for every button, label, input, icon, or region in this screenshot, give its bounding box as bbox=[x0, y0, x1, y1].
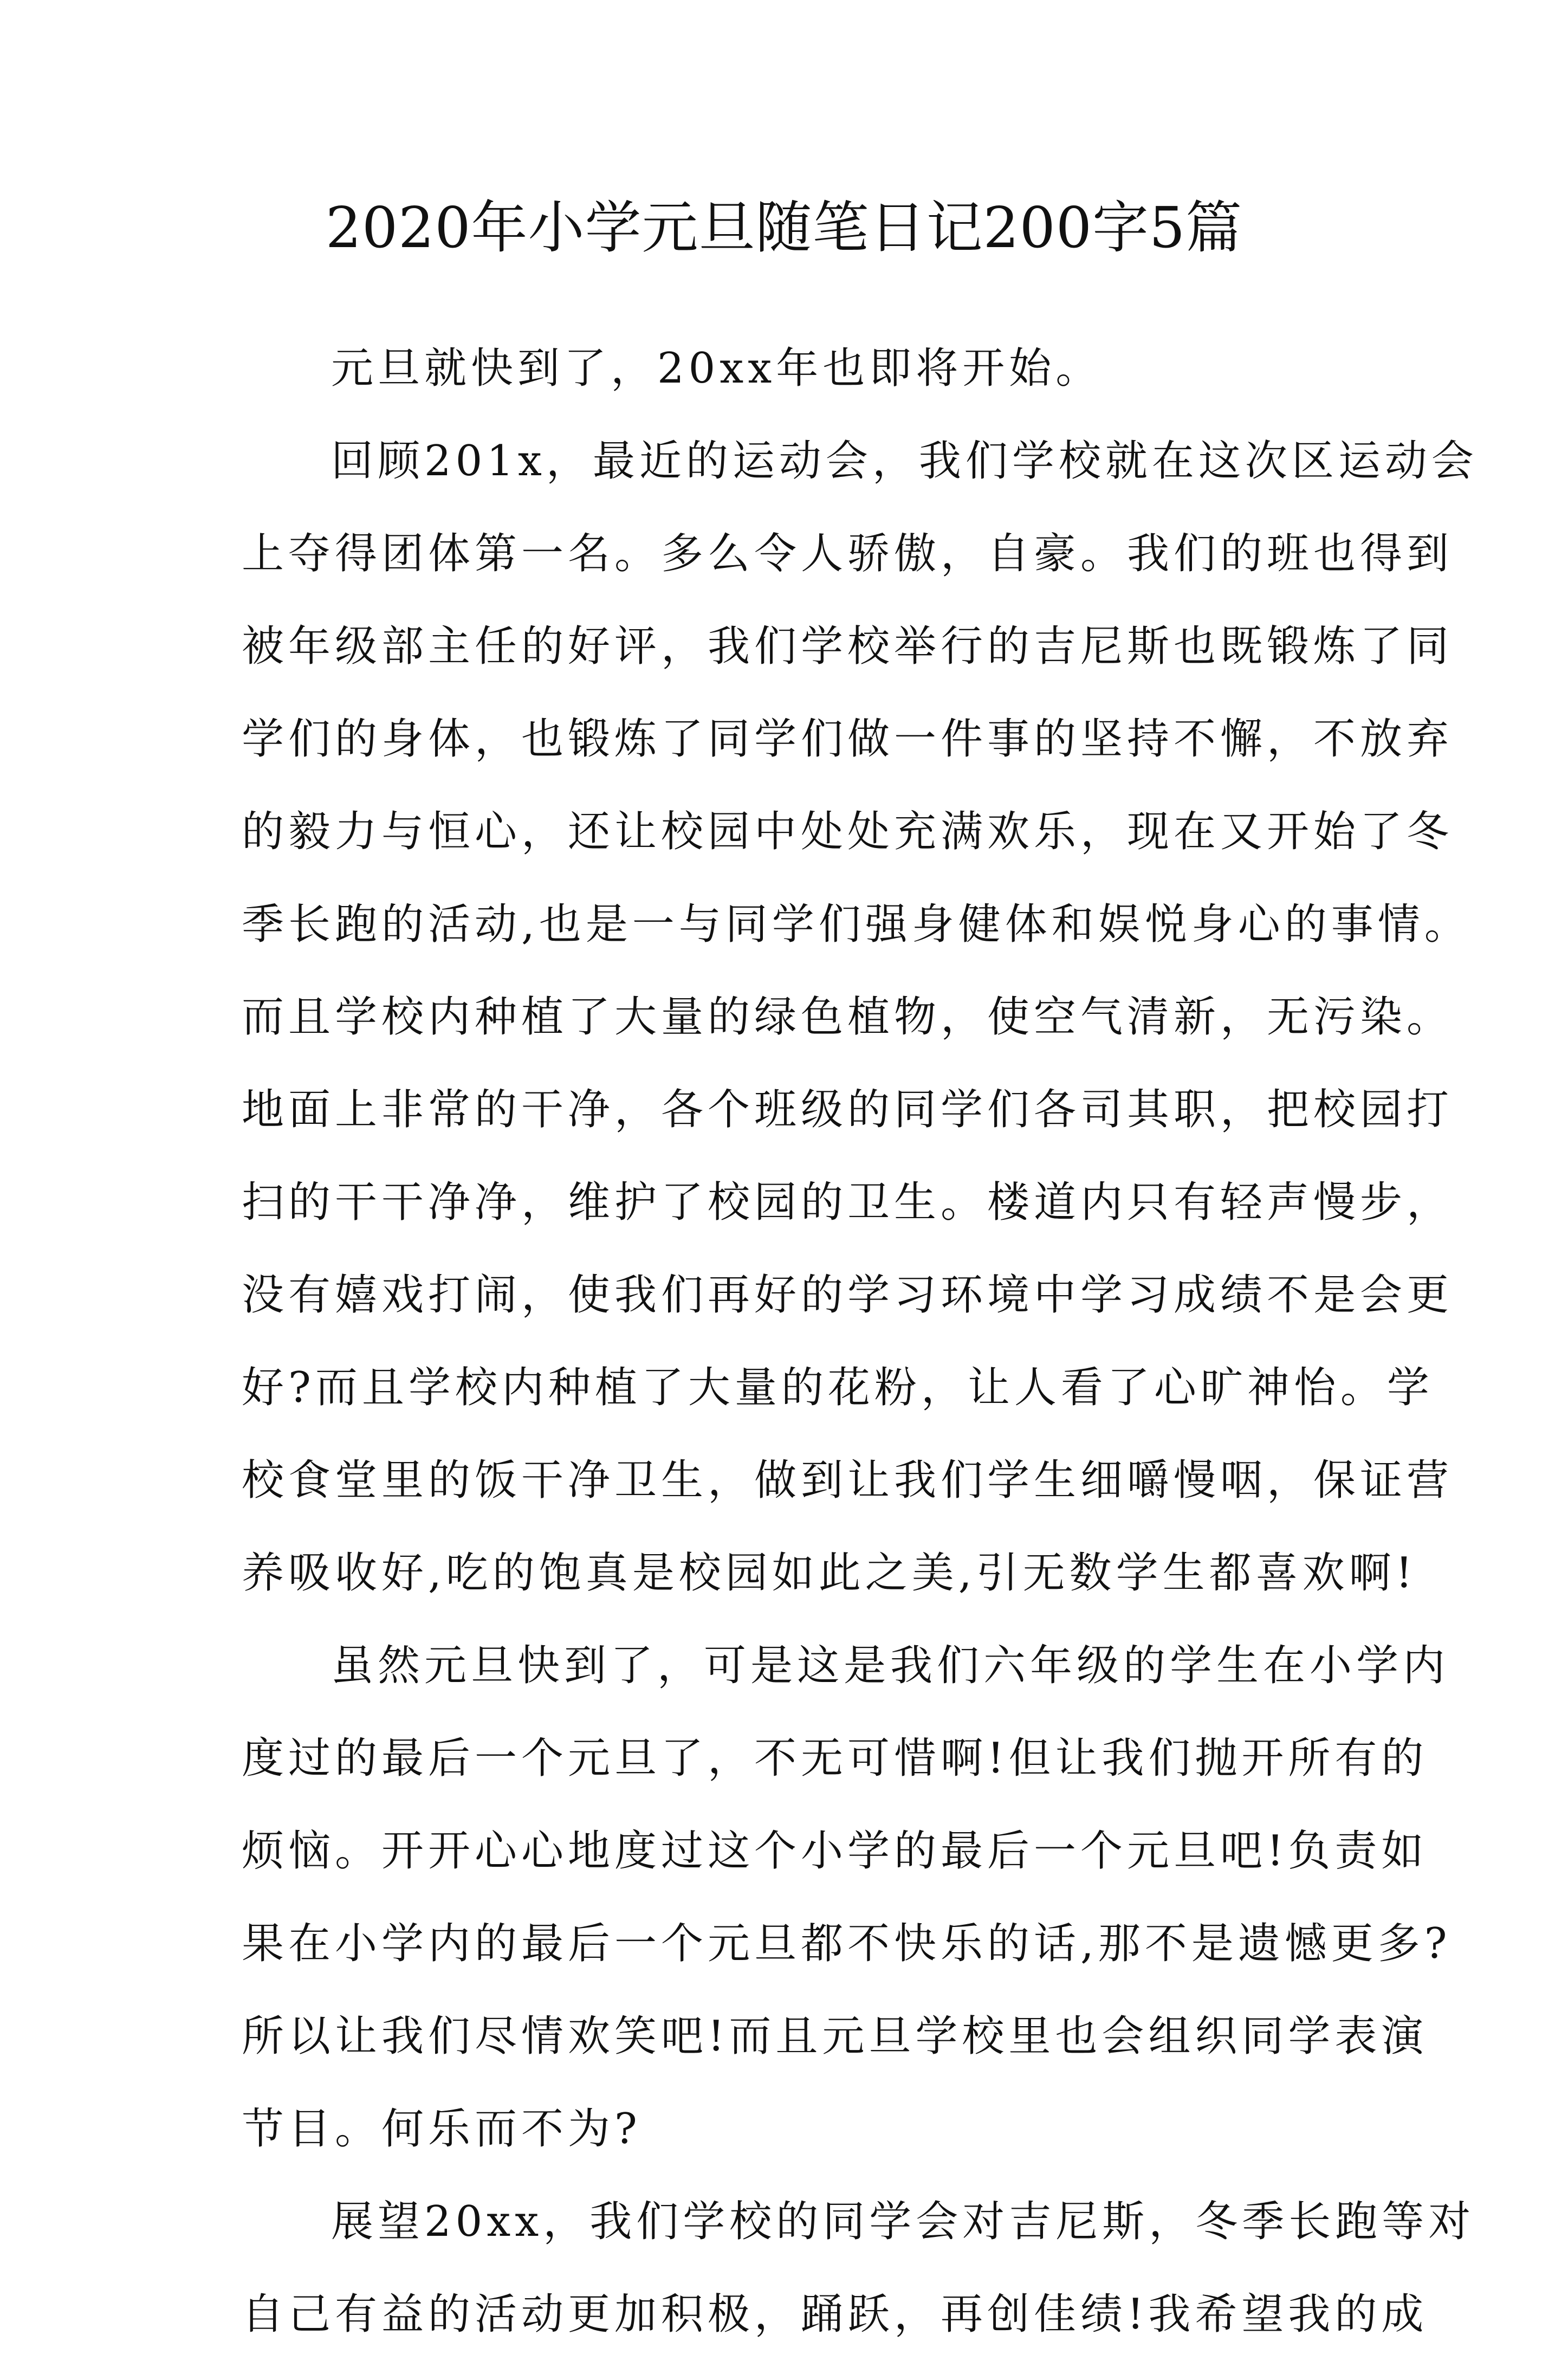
paragraph-line: 扫的干干净净，维护了校园的卫生。楼道内只有轻声慢步， bbox=[242, 1178, 1454, 1227]
paragraph-line: 元旦就快到了，20xx年也即将开始。 bbox=[331, 344, 1103, 393]
paragraph-line: 被年级部主任的好评，我们学校举行的吉尼斯也既锻炼了同 bbox=[242, 622, 1454, 671]
paragraph-line: 的毅力与恒心，还让校园中处处充满欢乐，现在又开始了冬 bbox=[242, 807, 1454, 856]
paragraph-line: 地面上非常的干净，各个班级的同学们各司其职，把校园打 bbox=[242, 1085, 1454, 1134]
document-title: 2020年小学元旦随笔日记200字5篇 bbox=[325, 195, 1243, 261]
paragraph-line: 校食堂里的饭干净卫生，做到让我们学生细嚼慢咽，保证营 bbox=[242, 1456, 1454, 1505]
paragraph-line: 度过的最后一个元旦了，不无可惜啊!但让我们抛开所有的 bbox=[242, 1734, 1428, 1783]
paragraph-line: 上夺得团体第一名。多么令人骄傲，自豪。我们的班也得到 bbox=[242, 529, 1454, 578]
paragraph-line: 养吸收好,吃的饱真是校园如此之美,引无数学生都喜欢啊! bbox=[242, 1549, 1417, 1597]
paragraph-line: 烦恼。开开心心地度过这个小学的最后一个元旦吧!负责如 bbox=[242, 1827, 1428, 1875]
paragraph-line: 好?而且学校内种植了大量的花粉，让人看了心旷神怡。学 bbox=[242, 1363, 1434, 1412]
paragraph-line: 果在小学内的最后一个元旦都不快乐的话,那不是遗憾更多? bbox=[242, 1919, 1452, 1968]
paragraph-line: 自己有益的活动更加积极，踊跃，再创佳绩!我希望我的成 bbox=[242, 2290, 1428, 2339]
paragraph-line: 而且学校内种植了大量的绿色植物，使空气清新，无污染。 bbox=[242, 993, 1454, 1042]
paragraph-line: 没有嬉戏打闹，使我们再好的学习环境中学习成绩不是会更 bbox=[242, 1271, 1454, 1319]
paragraph-line: 回顾201x，最近的运动会，我们学校就在这次区运动会 bbox=[331, 437, 1478, 486]
paragraph-line: 虽然元旦快到了，可是这是我们六年级的学生在小学内 bbox=[331, 1641, 1450, 1690]
paragraph-line: 学们的身体，也锻炼了同学们做一件事的坚持不懈，不放弃 bbox=[242, 715, 1454, 764]
document-body bbox=[242, 322, 1478, 2361]
paragraph-line: 所以让我们尽情欢笑吧!而且元旦学校里也会组织同学表演 bbox=[242, 2012, 1428, 2061]
paragraph-line: 展望20xx，我们学校的同学会对吉尼斯，冬季长跑等对 bbox=[331, 2197, 1475, 2246]
paragraph-line: 节目。何乐而不为? bbox=[242, 2105, 642, 2153]
paragraph-line: 季长跑的活动,也是一与同学们强身健体和娱悦身心的事情。 bbox=[242, 900, 1471, 949]
